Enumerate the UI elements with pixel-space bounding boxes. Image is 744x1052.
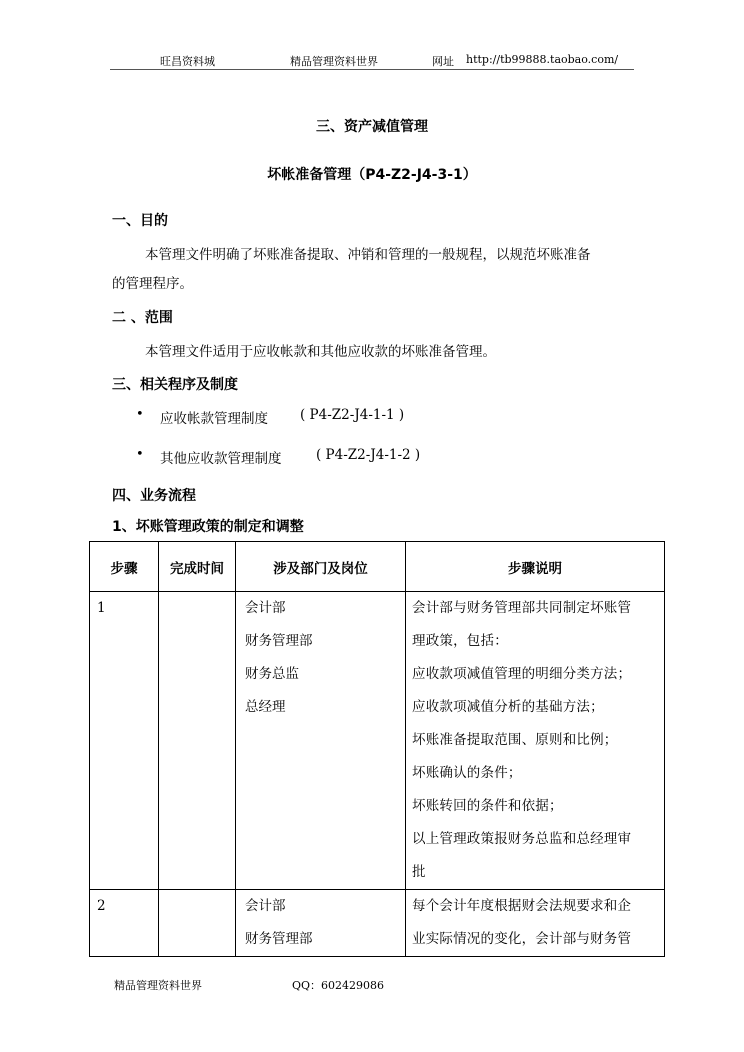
- header-site-label: 网址: [432, 55, 454, 68]
- step-cell: [90, 890, 159, 957]
- section-title: 坏帐准备管理（P4-Z2-J4-3-1）: [267, 167, 477, 183]
- subheading-policy: 1、坏账管理政策的制定和调整: [112, 519, 304, 535]
- chapter-title: 三、资产减值管理: [316, 119, 428, 135]
- table-row: [90, 592, 665, 890]
- dept-item: 总经理: [245, 699, 286, 715]
- heading-purpose: 一、目的: [112, 213, 168, 229]
- desc-line: 应收款项减值分析的基础方法；: [412, 699, 604, 715]
- desc-line: 理政策，包括：: [412, 633, 508, 649]
- desc-line: 坏账准备提取范围、原则和比例；: [412, 732, 618, 748]
- dept-cell: [236, 592, 406, 890]
- desc-line: 以上管理政策报财务总监和总经理审: [412, 831, 632, 847]
- list-item-name: 应收帐款管理制度: [160, 411, 268, 427]
- table-header-row: [90, 542, 665, 592]
- header-url-link[interactable]: http://tb99888.taobao.com/: [466, 53, 619, 66]
- desc-line: 坏账转回的条件和依据；: [412, 798, 563, 814]
- column-header: 涉及部门及岗位: [236, 542, 406, 592]
- heading-business-process: 四、业务流程: [112, 488, 196, 504]
- column-header: 步骤说明: [406, 542, 665, 592]
- list-item-code: ( P4-Z2-J4-1-2 ): [316, 447, 421, 463]
- table-row: [90, 890, 665, 957]
- bullet-icon: •: [136, 447, 144, 462]
- heading-related-procedures: 三、相关程序及制度: [112, 377, 238, 393]
- step-cell: [90, 592, 159, 890]
- footer-qq-text: QQ：602429086: [292, 979, 385, 992]
- desc-cell: [406, 890, 665, 957]
- dept-item: 财务管理部: [245, 931, 313, 947]
- process-table: [89, 541, 665, 957]
- time-cell: [159, 592, 236, 890]
- footer-left-text: 精品管理资料世界: [114, 979, 202, 992]
- step-number: 1: [97, 600, 106, 616]
- header-left-text: 旺昌资料城: [160, 55, 215, 68]
- time-cell: [159, 890, 236, 957]
- list-item-name: 其他应收款管理制度: [160, 451, 282, 467]
- desc-line: 业实际情况的变化，会计部与财务管: [412, 931, 632, 947]
- column-header: 完成时间: [159, 542, 236, 592]
- dept-cell: [236, 890, 406, 957]
- desc-line: 批: [412, 864, 426, 880]
- step-number: 2: [97, 898, 106, 914]
- bullet-icon: •: [136, 407, 144, 422]
- header-middle-text: 精品管理资料世界: [290, 55, 378, 68]
- list-item-code: ( P4-Z2-J4-1-1 ): [300, 407, 405, 423]
- dept-item: 会计部: [245, 600, 286, 616]
- desc-line: 坏账确认的条件；: [412, 765, 522, 781]
- dept-item: 会计部: [245, 898, 286, 914]
- desc-line: 应收款项减值管理的明细分类方法；: [412, 666, 632, 682]
- scope-text: 本管理文件适用于应收帐款和其他应收款的坏账准备管理。: [145, 344, 496, 360]
- column-header: 步骤: [90, 542, 159, 592]
- heading-scope: 二 、范围: [112, 310, 173, 326]
- desc-cell: [406, 592, 665, 890]
- dept-item: 财务总监: [245, 666, 299, 682]
- desc-line: 每个会计年度根据财会法规要求和企: [412, 898, 632, 914]
- header-divider: [110, 69, 634, 70]
- dept-item: 财务管理部: [245, 633, 313, 649]
- purpose-line-1: 本管理文件明确了坏账准备提取、冲销和管理的一般规程，以规范坏账准备: [145, 247, 591, 263]
- desc-line: 会计部与财务管理部共同制定坏账管: [412, 600, 632, 616]
- purpose-line-2: 的管理程序。: [112, 276, 193, 292]
